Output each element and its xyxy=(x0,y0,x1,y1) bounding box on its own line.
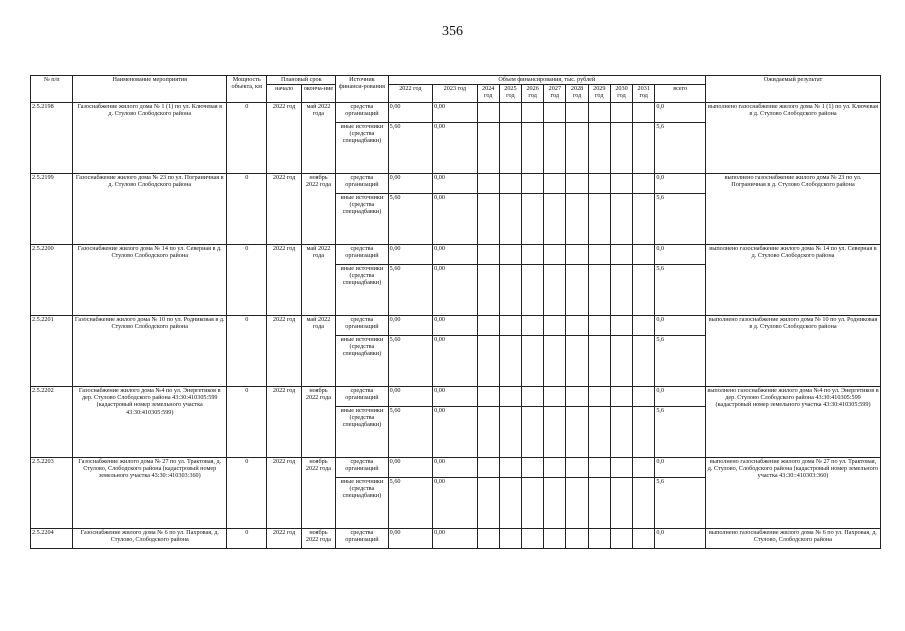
header-year-2031: 2031 год xyxy=(633,85,655,103)
row-value-2024 xyxy=(477,174,499,194)
row-name: Газоснабжение жилого дома № 27 по ул. Трактовая, д. Стулово, Слободского района (кадастровый номер земельного участка 43:30::410303:360) xyxy=(73,458,227,529)
row-value-total: 0,0 xyxy=(655,103,706,123)
row-value-2029 xyxy=(588,407,610,458)
row-source: средства организаций xyxy=(336,245,389,265)
row-value-2025 xyxy=(499,478,521,529)
row-value-total: 0,0 xyxy=(655,458,706,478)
row-value-2025 xyxy=(499,458,521,478)
row-capacity: 0 xyxy=(227,174,267,245)
row-value-2028 xyxy=(566,387,588,407)
table-row xyxy=(31,458,881,478)
row-result: выполнено газоснабжение жилого дома № 27 по ул. Трактовая, д. Стулово, Слободского района (кадастровый номер земельного участка 43:30::410303:360) xyxy=(705,458,880,529)
row-number: 2.5.2199 xyxy=(31,174,73,245)
row-source: средства организаций xyxy=(336,458,389,478)
row-value-2030 xyxy=(610,245,632,265)
row-value-2025 xyxy=(499,407,521,458)
table-row xyxy=(31,103,881,123)
row-value-2027 xyxy=(544,194,566,245)
row-value-2026 xyxy=(522,458,544,478)
row-value-2029 xyxy=(588,336,610,387)
row-name: Газоснабжение жилого дома № 1 (1) по ул. Ключевая в д. Стулово Слободского района xyxy=(73,103,227,174)
row-value-2026 xyxy=(522,478,544,529)
row-name: Газоснабжение жилого дома № 14 по ул. Северная в д. Стулово Слободского района xyxy=(73,245,227,316)
row-value-2027 xyxy=(544,316,566,336)
row-value-2030 xyxy=(610,478,632,529)
row-source: средства организаций xyxy=(336,387,389,407)
row-value-2022: 0,00 xyxy=(388,103,432,123)
row-end: май 2022 года xyxy=(301,103,335,174)
row-start: 2022 год xyxy=(267,316,301,387)
row-value-2026 xyxy=(522,174,544,194)
row-end: май 2022 года xyxy=(301,316,335,387)
row-name: Газоснабжение жилого дома №4 по ул. Энергетиков в дер. Стулово Слободского района 43:30:410305:599 (кадастровый номер земельного участка 43:30:410305:599) xyxy=(73,387,227,458)
row-value-2025 xyxy=(499,387,521,407)
row-number: 2.5.2202 xyxy=(31,387,73,458)
row-value-2028 xyxy=(566,336,588,387)
funding-table xyxy=(30,75,881,549)
row-result: выполнено газоснабжение жилого дома № 23 по ул. Пограничная в д. Стулово Слободского района xyxy=(705,174,880,245)
row-value-2028 xyxy=(566,103,588,123)
row-value-2024 xyxy=(477,478,499,529)
row-number: 2.5.2203 xyxy=(31,458,73,529)
row-value-2024 xyxy=(477,387,499,407)
row-name: Газоснабжение жилого дома № 23 по ул. Пограничная в д. Стулово Слободского района xyxy=(73,174,227,245)
row-value-2023: 0,00 xyxy=(433,316,477,336)
row-value-2029 xyxy=(588,123,610,174)
row-value-2028 xyxy=(566,245,588,265)
header-result: Ожидаемый результат xyxy=(705,76,880,103)
row-value-2028 xyxy=(566,194,588,245)
row-value-2023: 0,00 xyxy=(433,458,477,478)
row-value-2030 xyxy=(610,387,632,407)
row-value-2030 xyxy=(610,194,632,245)
row-value-total: 0,0 xyxy=(655,174,706,194)
row-value-2022: 0,00 xyxy=(388,529,432,549)
row-value-2024 xyxy=(477,245,499,265)
row-capacity: 0 xyxy=(227,387,267,458)
row-value-2024 xyxy=(477,265,499,316)
row-value-2025 xyxy=(499,529,521,549)
row-value-2031 xyxy=(633,336,655,387)
row-value-2025 xyxy=(499,174,521,194)
row-value-2027 xyxy=(544,103,566,123)
row-value-2023: 0,00 xyxy=(433,336,477,387)
row-value-2027 xyxy=(544,458,566,478)
row-value-2028 xyxy=(566,265,588,316)
row-value-2023: 0,00 xyxy=(433,123,477,174)
header-total: всего xyxy=(655,85,706,103)
row-value-2031 xyxy=(633,245,655,265)
row-value-2027 xyxy=(544,478,566,529)
row-value-2028 xyxy=(566,458,588,478)
header-year-2027: 2027 год xyxy=(544,85,566,103)
row-value-2022: 0,00 xyxy=(388,245,432,265)
row-value-2026 xyxy=(522,316,544,336)
row-value-2027 xyxy=(544,407,566,458)
row-value-2029 xyxy=(588,529,610,549)
row-source: иные источники (средства спецнадбавки) xyxy=(336,194,389,245)
row-value-2027 xyxy=(544,529,566,549)
row-capacity: 0 xyxy=(227,316,267,387)
header-year-2028: 2028 год xyxy=(566,85,588,103)
row-number: 2.5.2198 xyxy=(31,103,73,174)
table-row xyxy=(31,387,881,407)
row-source: иные источники (средства спецнадбавки) xyxy=(336,265,389,316)
row-value-total: 0,0 xyxy=(655,387,706,407)
header-year-2026: 2026 год xyxy=(522,85,544,103)
header-name: Наименование мероприятия xyxy=(73,76,227,103)
row-value-total: 5,6 xyxy=(655,123,706,174)
row-value-total: 5,6 xyxy=(655,478,706,529)
row-value-2027 xyxy=(544,174,566,194)
row-number: 2.5.2200 xyxy=(31,245,73,316)
row-value-2028 xyxy=(566,529,588,549)
row-value-2023: 0,00 xyxy=(433,174,477,194)
row-result: выполнено газоснабжение жилого дома №4 по ул. Энергетиков в дер. Стулово Слободского района 43:30:410305:599 (кадастровый номер земельного участка 43:30:410305:599) xyxy=(705,387,880,458)
header-capacity: Мощность объекта, км xyxy=(227,76,267,103)
row-value-2029 xyxy=(588,458,610,478)
row-value-2027 xyxy=(544,245,566,265)
row-value-2029 xyxy=(588,265,610,316)
row-value-2023: 0,00 xyxy=(433,103,477,123)
row-end: ноябрь 2022 года xyxy=(301,529,335,549)
row-value-2031 xyxy=(633,407,655,458)
row-value-2023: 0,00 xyxy=(433,478,477,529)
row-end: ноябрь 2022 года xyxy=(301,387,335,458)
row-result: выполнено газоснабжение жилого дома № 1 (1) по ул. Ключевая в д. Стулово Слободского района xyxy=(705,103,880,174)
row-start: 2022 год xyxy=(267,387,301,458)
row-value-2026 xyxy=(522,407,544,458)
row-value-2023: 0,00 xyxy=(433,245,477,265)
row-value-2031 xyxy=(633,174,655,194)
row-value-2024 xyxy=(477,407,499,458)
row-value-2031 xyxy=(633,529,655,549)
row-end: ноябрь 2022 года xyxy=(301,458,335,529)
row-value-2030 xyxy=(610,316,632,336)
row-value-2029 xyxy=(588,245,610,265)
row-value-2024 xyxy=(477,458,499,478)
row-value-2029 xyxy=(588,387,610,407)
header-funding: Объем финансирования, тыс. рублей xyxy=(388,76,705,85)
row-value-2023: 0,00 xyxy=(433,529,477,549)
row-value-total: 5,6 xyxy=(655,407,706,458)
row-value-2029 xyxy=(588,194,610,245)
row-value-2022: 5,60 xyxy=(388,194,432,245)
header-term: Плановый срок xyxy=(267,76,336,85)
row-value-2026 xyxy=(522,336,544,387)
row-value-total: 0,0 xyxy=(655,529,706,549)
header-year-2025: 2025 год xyxy=(499,85,521,103)
row-source: средства организаций xyxy=(336,103,389,123)
row-value-2025 xyxy=(499,103,521,123)
row-value-2026 xyxy=(522,529,544,549)
row-value-total: 5,6 xyxy=(655,194,706,245)
row-value-2028 xyxy=(566,407,588,458)
row-source: иные источники (средства спецнадбавки) xyxy=(336,123,389,174)
row-value-2022: 5,60 xyxy=(388,123,432,174)
row-start: 2022 год xyxy=(267,245,301,316)
row-value-2027 xyxy=(544,265,566,316)
row-value-2023: 0,00 xyxy=(433,194,477,245)
row-value-2030 xyxy=(610,336,632,387)
row-value-2025 xyxy=(499,265,521,316)
row-name: Газоснабжение жилого дома № 10 по ул. Родниковая в д. Стулово Слободского района xyxy=(73,316,227,387)
row-value-2031 xyxy=(633,458,655,478)
row-value-2030 xyxy=(610,265,632,316)
header-year-2029: 2029 год xyxy=(588,85,610,103)
row-value-2028 xyxy=(566,174,588,194)
row-source: средства организаций xyxy=(336,316,389,336)
row-start: 2022 год xyxy=(267,458,301,529)
row-result: выполнено газоснабжение жилого дома № 6 по ул. Пахровая, д. Стулово, Слободского района xyxy=(705,529,880,549)
row-value-2031 xyxy=(633,123,655,174)
header-year-2024: 2024 год xyxy=(477,85,499,103)
row-value-2022: 5,60 xyxy=(388,265,432,316)
row-value-2022: 0,00 xyxy=(388,174,432,194)
row-source: иные источники (средства спецнадбавки) xyxy=(336,336,389,387)
row-value-2022: 5,60 xyxy=(388,336,432,387)
row-source: средства организаций xyxy=(336,529,389,549)
row-value-2030 xyxy=(610,103,632,123)
row-value-2024 xyxy=(477,103,499,123)
row-value-2026 xyxy=(522,103,544,123)
row-value-2030 xyxy=(610,407,632,458)
row-value-2026 xyxy=(522,245,544,265)
row-value-total: 0,0 xyxy=(655,316,706,336)
header-num: № п/п xyxy=(31,76,73,103)
header-term-start: начало xyxy=(267,85,301,103)
page-number: 356 xyxy=(442,24,463,39)
row-value-2025 xyxy=(499,194,521,245)
row-value-2023: 0,00 xyxy=(433,265,477,316)
row-value-2022: 0,00 xyxy=(388,316,432,336)
table-row xyxy=(31,245,881,265)
header-year-2030: 2030 год xyxy=(610,85,632,103)
table-row xyxy=(31,316,881,336)
header-term-end: оконча-ние xyxy=(301,85,335,103)
row-value-2029 xyxy=(588,478,610,529)
row-value-2031 xyxy=(633,265,655,316)
row-end: ноябрь 2022 года xyxy=(301,174,335,245)
row-value-2024 xyxy=(477,529,499,549)
row-value-2022: 0,00 xyxy=(388,387,432,407)
row-value-2031 xyxy=(633,478,655,529)
row-value-2025 xyxy=(499,316,521,336)
row-value-2031 xyxy=(633,194,655,245)
row-value-2028 xyxy=(566,123,588,174)
row-value-2029 xyxy=(588,103,610,123)
row-capacity: 0 xyxy=(227,103,267,174)
row-value-2028 xyxy=(566,316,588,336)
row-value-2022: 5,60 xyxy=(388,478,432,529)
row-value-2023: 0,00 xyxy=(433,407,477,458)
row-source: иные источники (средства спецнадбавки) xyxy=(336,478,389,529)
row-value-2026 xyxy=(522,123,544,174)
row-value-2031 xyxy=(633,103,655,123)
row-value-2023: 0,00 xyxy=(433,387,477,407)
row-value-2026 xyxy=(522,387,544,407)
row-number: 2.5.2201 xyxy=(31,316,73,387)
row-value-2030 xyxy=(610,123,632,174)
row-value-2031 xyxy=(633,316,655,336)
row-value-2026 xyxy=(522,265,544,316)
row-value-2028 xyxy=(566,478,588,529)
row-start: 2022 год xyxy=(267,529,301,549)
row-source: средства организаций xyxy=(336,174,389,194)
row-value-2027 xyxy=(544,123,566,174)
row-capacity: 0 xyxy=(227,529,267,549)
row-value-2031 xyxy=(633,387,655,407)
row-value-2025 xyxy=(499,336,521,387)
row-value-2029 xyxy=(588,174,610,194)
row-end: май 2022 года xyxy=(301,245,335,316)
row-name: Газоснабжение жилого дома № 6 по ул. Пахровая, д. Стулово, Слободского района xyxy=(73,529,227,549)
row-value-total: 0,0 xyxy=(655,245,706,265)
row-start: 2022 год xyxy=(267,174,301,245)
header-year-2022: 2022 год xyxy=(388,85,432,103)
row-value-2025 xyxy=(499,245,521,265)
row-source: иные источники (средства спецнадбавки) xyxy=(336,407,389,458)
row-capacity: 0 xyxy=(227,245,267,316)
row-value-2030 xyxy=(610,458,632,478)
table-row xyxy=(31,529,881,549)
row-value-2025 xyxy=(499,123,521,174)
header-year-2023: 2023 год xyxy=(433,85,477,103)
row-start: 2022 год xyxy=(267,103,301,174)
row-value-2027 xyxy=(544,336,566,387)
row-number: 2.5.2204 xyxy=(31,529,73,549)
row-value-2027 xyxy=(544,387,566,407)
row-result: выполнено газоснабжение жилого дома № 10 по ул. Родниковая в д. Стулово Слободского района xyxy=(705,316,880,387)
row-capacity: 0 xyxy=(227,458,267,529)
row-value-2026 xyxy=(522,194,544,245)
table-row xyxy=(31,174,881,194)
row-value-2024 xyxy=(477,336,499,387)
row-value-2024 xyxy=(477,194,499,245)
row-value-2024 xyxy=(477,123,499,174)
row-value-2029 xyxy=(588,316,610,336)
row-value-total: 5,6 xyxy=(655,265,706,316)
header-source: Источник финанси-рования xyxy=(336,76,389,103)
row-value-2030 xyxy=(610,529,632,549)
row-value-2022: 0,00 xyxy=(388,458,432,478)
row-value-2022: 5,60 xyxy=(388,407,432,458)
row-value-total: 5,6 xyxy=(655,336,706,387)
row-value-2030 xyxy=(610,174,632,194)
row-result: выполнено газоснабжение жилого дома № 14 по ул. Северная в д. Стулово Слободского района xyxy=(705,245,880,316)
row-value-2024 xyxy=(477,316,499,336)
